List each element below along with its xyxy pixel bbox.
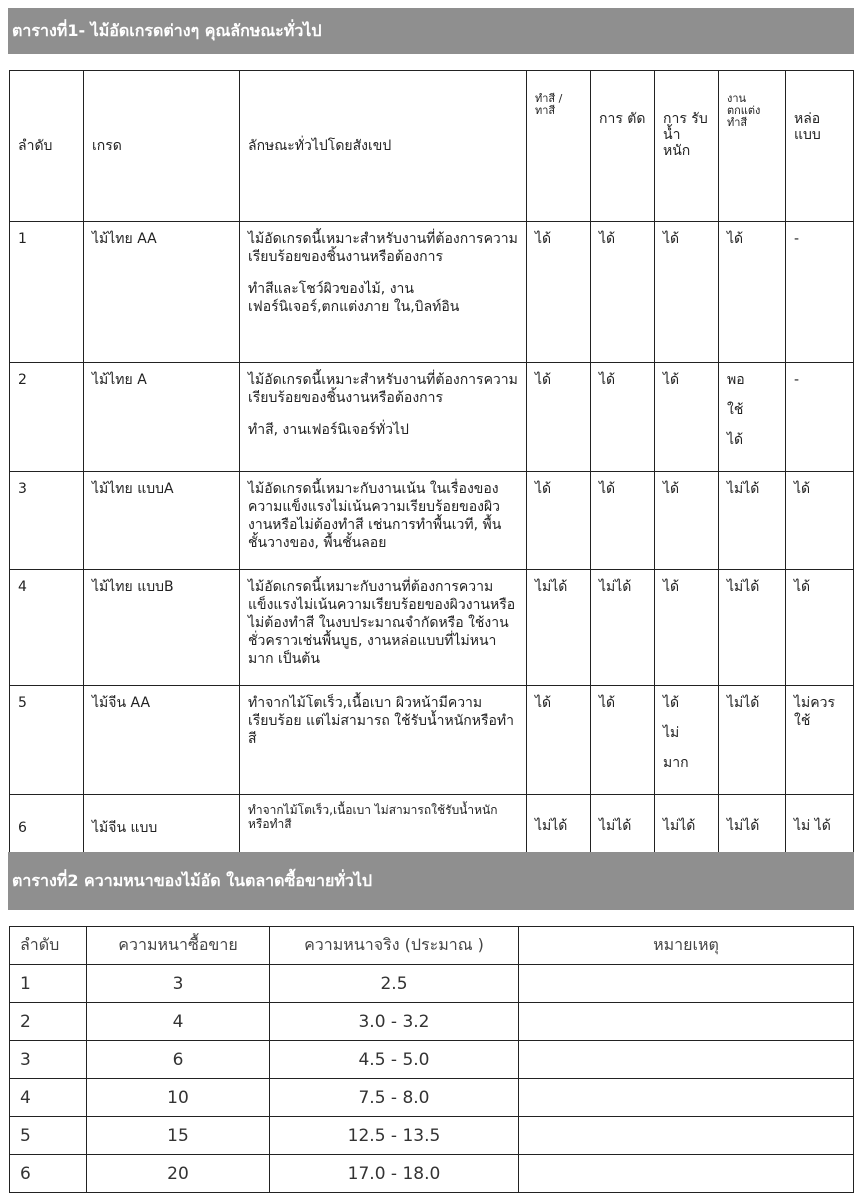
cell-nominal: 20 [87, 1155, 270, 1193]
cell-actual: 17.0 - 18.0 [270, 1155, 519, 1193]
cell-decor: ไม่ได้ [719, 686, 786, 795]
description-line: ไม้อัดเกรดนี้เหมาะสำหรับงานที่ต้องการความเรียบร้อยของชิ้นงานหรือต้องการ [248, 231, 518, 265]
header-no: ลำดับ [10, 71, 84, 222]
header-note: หมายเหตุ [519, 927, 854, 965]
cell-no: 6 [10, 795, 84, 873]
table-row [10, 1041, 854, 1079]
cell-nominal: 6 [87, 1041, 270, 1079]
cell-no: 4 [10, 1079, 87, 1117]
cell-load-line: ได้ [663, 695, 680, 711]
cell-no: 5 [10, 1117, 87, 1155]
cell-load: ได้ [655, 570, 719, 686]
cell-actual: 2.5 [270, 965, 519, 1003]
cell-no: 1 [10, 965, 87, 1003]
cell-no: 3 [10, 1041, 87, 1079]
cell-decor-line: พอ [727, 372, 745, 388]
header-grade: เกรด [84, 71, 240, 222]
header-description: ลักษณะทั่วไปโดยสังเขป [240, 71, 527, 222]
cell-actual: 4.5 - 5.0 [270, 1041, 519, 1079]
cell-grade: ไม้ไทย แบบB [84, 570, 240, 686]
cell-mold: - [786, 222, 854, 363]
cell-paint: ได้ [527, 363, 591, 472]
cell-decor-line: ใช้ [727, 402, 744, 418]
cell-actual: 3.0 - 3.2 [270, 1003, 519, 1041]
cell-mold: ไม่ ได้ [786, 795, 854, 873]
cell-no: 4 [10, 570, 84, 686]
table1-title-bar [8, 8, 854, 54]
cell-description: ทำจากไม้โตเร็ว,เนื้อเบา ผิวหน้ามีความเรียบร้อย แต่ไม่สามารถ ใช้รับน้ำหนักหรือทำสี [240, 686, 527, 795]
plywood-grades-table [9, 70, 854, 873]
cell-cut: ได้ [591, 222, 655, 363]
header-no: ลำดับ [10, 927, 87, 965]
cell-grade: ไม้ไทย AA [84, 222, 240, 363]
table1-title: ตารางที่1- ไม้อัดเกรดต่างๆ คุณลักษณะทั่วไป [12, 20, 322, 40]
cell-note [519, 1117, 854, 1155]
cell-decor: ได้ [719, 222, 786, 363]
cell-paint: ได้ [527, 222, 591, 363]
description-line: ไม้อัดเกรดนี้เหมาะสำหรับงานที่ต้องการความเรียบร้อยของชิ้นงานหรือต้องการ [248, 372, 518, 406]
cell-mold: ได้ [786, 472, 854, 570]
cell-actual: 12.5 - 13.5 [270, 1117, 519, 1155]
cell-mold: - [786, 363, 854, 472]
cell-grade: ไม้จีน AA [84, 686, 240, 795]
cell-description: ไม้อัดเกรดนี้เหมาะกับงานเน้น ในเรื่องของความแข็งแรงไม่เน้นความเรียบร้อยของผิวงานหรือไม่ต้องทำสี เช่นการทำพื้นเวที, พื้นชั้นวางของ, พื้นชั้นลอย [240, 472, 527, 570]
header-actual-thickness: ความหนาจริง (ประมาณ ) [270, 927, 519, 965]
cell-decor: ไม่ได้ [719, 795, 786, 873]
table2-title-bar [8, 852, 854, 910]
table-row [10, 472, 854, 570]
cell-decor [719, 363, 786, 472]
header-decor: งาน ตกแต่ง ทำสี [719, 71, 786, 222]
cell-cut: ไม่ได้ [591, 795, 655, 873]
cell-note [519, 1041, 854, 1079]
table-row [10, 222, 854, 363]
cell-cut: ได้ [591, 686, 655, 795]
cell-grade: ไม้ไทย A [84, 363, 240, 472]
cell-load: ไม่ได้ [655, 795, 719, 873]
table2-title: ตารางที่2 ความหนาของไม้อัด ในตลาดซื้อขายทั่วไป [12, 870, 373, 890]
table-row [10, 1079, 854, 1117]
table-row [10, 965, 854, 1003]
cell-paint: ได้ [527, 686, 591, 795]
cell-no: 2 [10, 1003, 87, 1041]
cell-note [519, 1155, 854, 1193]
table2-header-row [10, 927, 854, 965]
cell-mold: ไม่ควร ใช้ [786, 686, 854, 795]
cell-load [655, 686, 719, 795]
cell-cut: ไม่ได้ [591, 570, 655, 686]
table-row [10, 363, 854, 472]
cell-no: 5 [10, 686, 84, 795]
cell-nominal: 10 [87, 1079, 270, 1117]
header-cut: การ ตัด [591, 71, 655, 222]
cell-description [240, 222, 527, 363]
cell-mold: ได้ [786, 570, 854, 686]
cell-no: 1 [10, 222, 84, 363]
cell-load: ได้ [655, 222, 719, 363]
cell-paint: ได้ [527, 472, 591, 570]
cell-no: 3 [10, 472, 84, 570]
cell-grade: ไม้จีน แบบ [84, 795, 240, 873]
cell-nominal: 15 [87, 1117, 270, 1155]
cell-actual: 7.5 - 8.0 [270, 1079, 519, 1117]
cell-load: ได้ [655, 363, 719, 472]
cell-no: 2 [10, 363, 84, 472]
cell-note [519, 965, 854, 1003]
table-row [10, 1003, 854, 1041]
cell-load-line: ไม่ [663, 725, 680, 741]
header-load: การ รับน้ำ หนัก [655, 71, 719, 222]
cell-nominal: 4 [87, 1003, 270, 1041]
cell-no: 6 [10, 1155, 87, 1193]
cell-decor-line: ได้ [727, 432, 744, 448]
table-row [10, 570, 854, 686]
cell-description: ไม้อัดเกรดนี้เหมาะกับงานที่ต้องการความแข็งแรงไม่เน้นความเรียบร้อยของผิวงานหรือไม่ต้องทำสี ในงบประมาณจำกัดหรือ ใช้งานชั่วคราวเช่นพื้นบูธ, งานหล่อแบบที่ไม่หนามาก เป็นต้น [240, 570, 527, 686]
cell-nominal: 3 [87, 965, 270, 1003]
header-paint: ทำสี / ทาสี [527, 71, 591, 222]
table-row [10, 1155, 854, 1193]
cell-grade: ไม้ไทย แบบA [84, 472, 240, 570]
table1-header-row [10, 71, 854, 222]
cell-decor: ไม่ได้ [719, 472, 786, 570]
header-mold: หล่อ แบบ [786, 71, 854, 222]
table-row [10, 1117, 854, 1155]
cell-description [240, 363, 527, 472]
cell-cut: ได้ [591, 472, 655, 570]
cell-load-line: มาก [663, 755, 689, 771]
cell-paint: ไม่ได้ [527, 570, 591, 686]
cell-note [519, 1003, 854, 1041]
cell-cut: ได้ [591, 363, 655, 472]
table-row [10, 686, 854, 795]
header-nominal-thickness: ความหนาซื้อขาย [87, 927, 270, 965]
plywood-thickness-table [9, 926, 854, 1193]
description-line: ทำสี, งานเฟอร์นิเจอร์ทั่วไป [248, 422, 409, 438]
description-line: ทำสีและโชว์ผิวของไม้, งาน เฟอร์นิเจอร์,ตกแต่งภาย ใน,บิลท์อิน [248, 281, 460, 315]
cell-paint: ไม่ได้ [527, 795, 591, 873]
cell-description: ทำจากไม้โตเร็ว,เนื้อเบา ไม่สามารถใช้รับน้ำหนักหรือทำสี [240, 795, 527, 873]
cell-load: ได้ [655, 472, 719, 570]
cell-decor: ไม่ได้ [719, 570, 786, 686]
cell-note [519, 1079, 854, 1117]
